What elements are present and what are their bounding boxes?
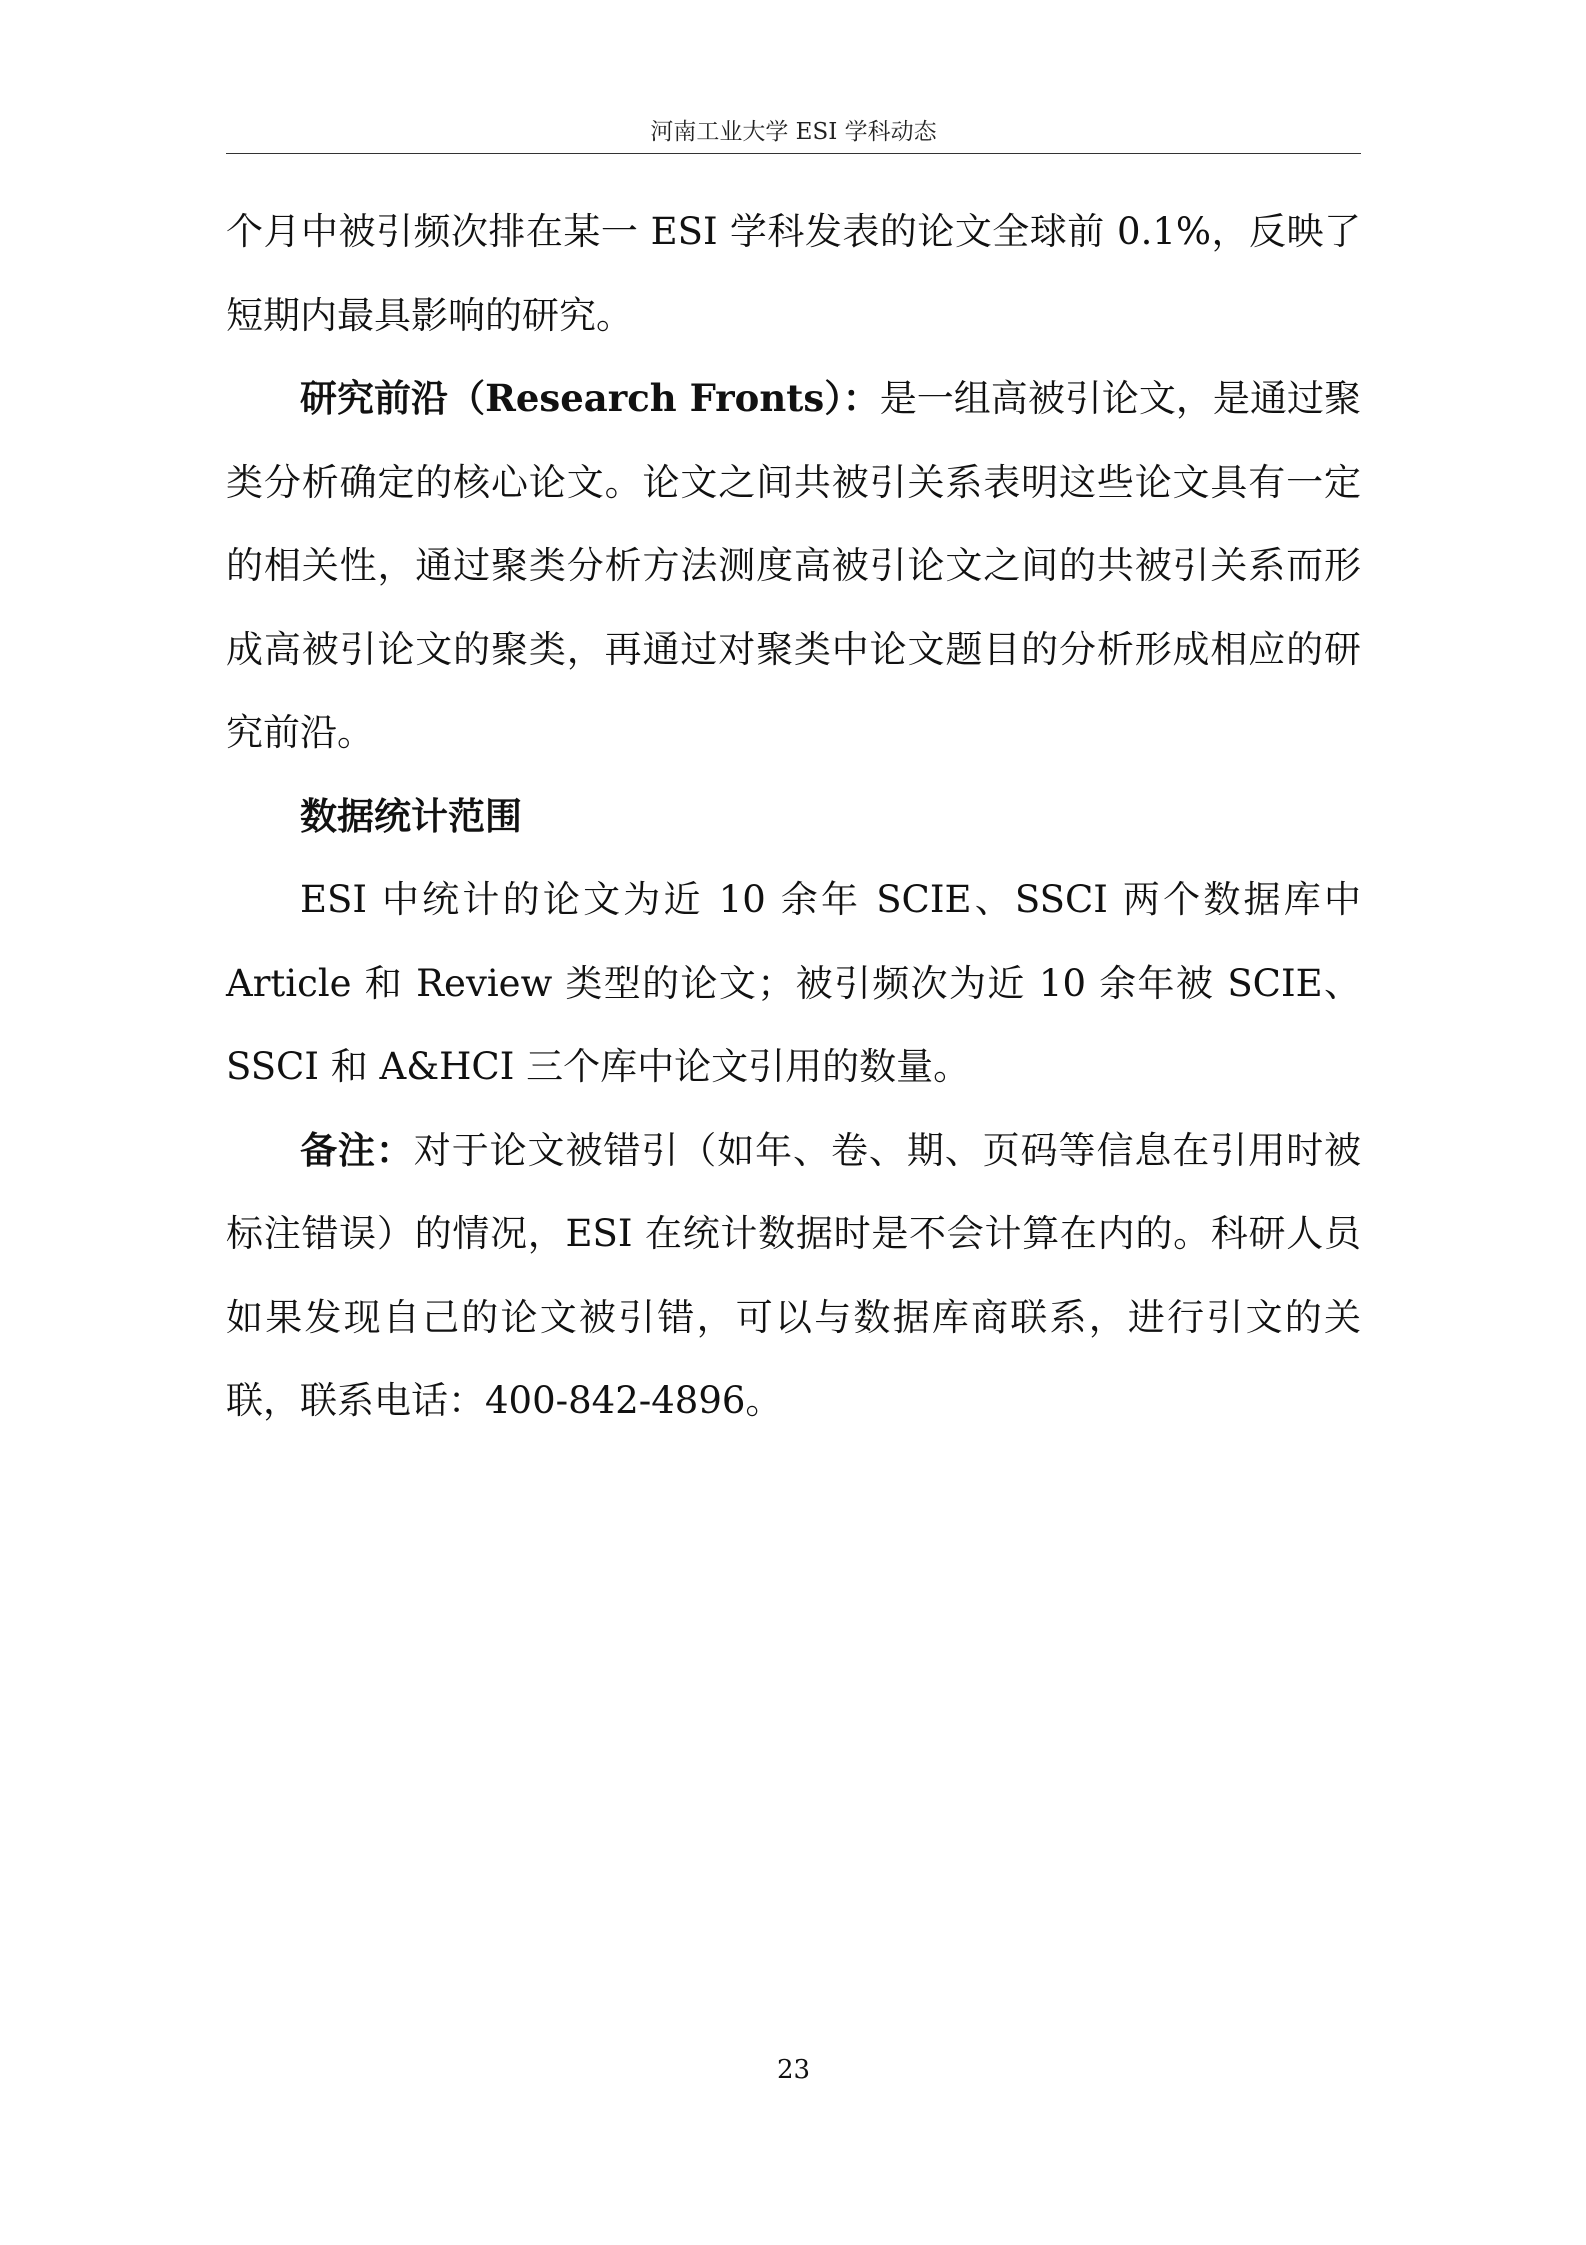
page-number: 23 <box>776 2055 811 2085</box>
paragraph-data-scope: ESI 中统计的论文为近 10 余年 SCIE、SSCI 两个数据库中 Article 和 Review 类型的论文；被引频次为近 10 余年被 SCIE、SSCI 和 A&HCI 三个库中论文引用的数量。 <box>226 878 1361 1088</box>
note-body: 对于论文被错引（如年、卷、期、页码等信息在引用时被标注错误）的情况，ESI 在统计数据时是不会计算在内的。科研人员如果发现自己的论文被引错，可以与数据库商联系，进行引文的关联，联系电话：400-842-4896。 <box>226 1128 1362 1422</box>
term-note: 备注： <box>300 1127 414 1172</box>
paragraph-highly-cited-definition-continued: 个月中被引频次排在某一 ESI 学科发表的论文全球前 0.1%，反映了短期内最具影响的研究。 <box>226 210 1361 337</box>
section-heading-data-scope: 数据统计范围 <box>300 793 522 838</box>
paragraph-note <box>226 1109 1361 1443</box>
paragraph-research-fronts <box>226 357 1361 775</box>
header-divider <box>226 153 1361 154</box>
research-fronts-definition: 是一组高被引论文，是通过聚类分析确定的核心论文。论文之间共被引关系表明这些论文具有一定的相关性，通过聚类分析方法测度高被引论文之间的共被引关系而形成高被引论文的聚类，再通过对聚类中论文题目的分析形成相应的研究前沿。 <box>226 377 1361 754</box>
term-research-fronts: 研究前沿（Research Fronts）： <box>300 376 880 420</box>
document-body <box>226 190 1361 1443</box>
page-header: 河南工业大学 ESI 学科动态 <box>650 119 937 145</box>
